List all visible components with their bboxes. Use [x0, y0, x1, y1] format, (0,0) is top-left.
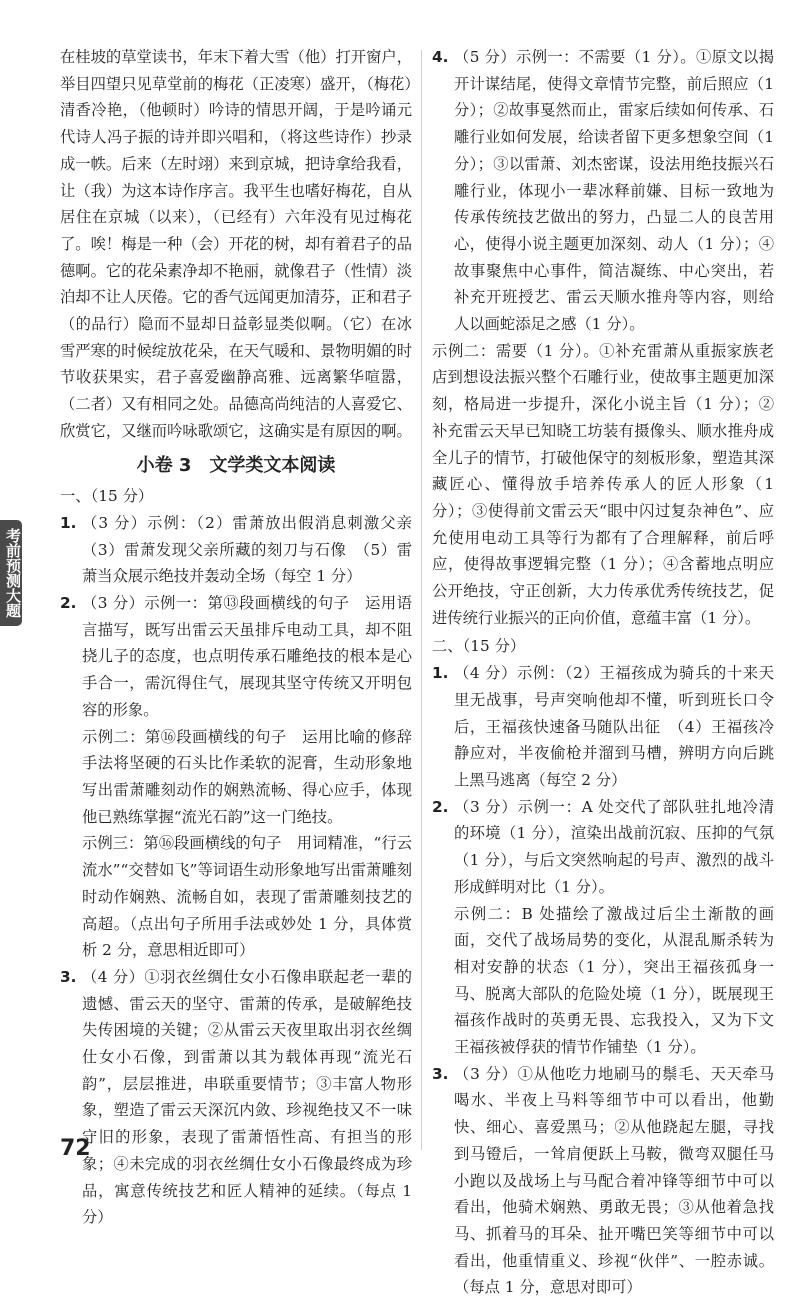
column-divider — [421, 50, 422, 1150]
left-column — [60, 44, 428, 1231]
item-text: （3 分）示例一：A 处交代了部队驻扎地冷清的环境（1 分），渲染出战前沉寂、压抑的气氛（1 分），与后文突然响起的号声、激烈的战斗形成鲜明对比（1 分）。 — [454, 797, 774, 896]
page-number: 72 — [60, 1136, 91, 1161]
part-one-heading: 一、（15 分） — [60, 487, 154, 506]
item-text: （3 分）示例一：第⑬段画横线的句子 运用语言描写，既写出雷云天虽排斥电动工具，却不阻挠儿子的态度，也点明传承石雕绝技的根本是心手合一，需沉得住气，展现其坚守传统又开明包容的形象。 — [82, 594, 412, 719]
item-number: 2. — [60, 594, 77, 613]
item-number: 3. — [60, 967, 77, 986]
item-number: 3. — [432, 1064, 449, 1083]
side-tab-label: 考前预测大题 — [0, 520, 22, 626]
translation-paragraph: 在桂坡的草堂读书，年末下着大雪（他）打开窗户，举目四望只见草堂前的梅花（正凌寒）盛开，（梅花）清香冷艳，（他顿时）吟诗的情思开阔，于是吟诵元代诗人冯子振的诗并即兴唱和，（将这些诗作）抄录成一帙。后来（左时翊）来到京城，把诗拿给我看，让（我）为这本诗作序言。我平生也嗜好梅花，自从居住在京城（以来），（已经有）六年没有见过梅花了。唉！梅是一种（会）开花的树，却有着君子的品德啊。它的花朵素净却不艳丽，就像君子（性情）淡泊却不让人厌倦。它的香气远闻更加清芬，正和君子（的品行）隐而不显却日益彰显类似啊。（它）在冰雪严寒的时候绽放花朵，在天气暖和、景物明媚的时节收获果实，君子喜爱幽静高雅、远离繁华喧嚣，（二者）又有相同之处。品德高尚纯洁的人喜爱它、欣赏它，又继而吟咏歌颂它，这确实是有原因的啊。 — [60, 48, 412, 440]
answer-item-2 — [60, 590, 412, 724]
item-number: 4. — [432, 48, 449, 66]
item-text: （5 分）示例一：不需要（1 分）。①原文以揭开计谋结尾，使得文章情节完整，前后照应（1 分）；②故事戛然而止，雷家后续如何传承、石雕行业如何发展，给读者留下更多想象空间（1 分）；③以雷萧、刘杰密谋，设法用绝技振兴石雕行业，体现小一辈冰释前嫌、目标一致地为传承传统技艺做出的努力，凸显二人的良苦用心，使得小说主题更加深刻、动人（1 分）；④故事聚焦中心事件，简洁凝练、中心突出，若补充开班授艺、雷云天顺水推舟等内容，则给人以画蛇添足之感（1 分）。 — [454, 48, 774, 334]
answer-item-2-example-2: 示例二：第⑯段画横线的句子 运用比喻的修辞手法将坚硬的石头比作柔软的泥膏，生动形象地写出雷萧雕刻动作的娴熟流畅、得心应手，体现他已熟练掌握“流光石韵”这一门绝技。 — [82, 727, 412, 826]
item-number: 1. — [432, 664, 449, 683]
item-text: （4 分）①羽衣丝绸仕女小石像串联起老一辈的遗憾、雷云天的坚守、雷萧的传承，是破解绝技失传困境的关键；②从雷云天夜里取出羽衣丝绸仕女小石像，到雷萧以其为载体再现“流光石韵”，层层推进，串联重要情节；③丰富人物形象，塑造了雷云天深沉内敛、珍视绝技又不一味守旧的形象，表现了雷萧悟性高、有担当的形象；④未完成的羽衣丝绸仕女小石像最终成为珍品，寓意传统技艺和匠人精神的延续。（每点 1 分） — [82, 967, 412, 1227]
right-column — [432, 44, 774, 1301]
answer-item-4-example-2: 示例二：需要（1 分）。①补充雷萧从重振家族老店到想设法振兴整个石雕行业，使故事主题更加深刻，格局进一步提升，深化小说主旨（1 分）；②补充雷云天早已知晓工坊装有摄像头、顺水推舟成全儿子的情节，打破他保守的刻板形象，塑造其深藏匠心、懂得放手培养传承人的匠人形象（1 分）；③使得前文雷云天“眼中闪过复杂神色”、应允使用电动工具等行为都有了合理解释，前后呼应，使得故事逻辑完整（1 分）；④含蓄地点明应公开绝技，守正创新，大力传承优秀传统技艺，促进传统行业振兴的正向价值，意蕴丰富（1 分）。 — [432, 341, 774, 627]
item-text: （3 分）示例：（2）雷萧放出假消息刺激父亲 （3）雷萧发现父亲所藏的刻刀与石像 （5）雷萧当众展示绝技并轰动全场（每空 1 分） — [82, 513, 428, 586]
item-text: （4 分）示例：（2）王福孩成为骑兵的十来天里无战事，号声突响他却不懂，听到班长口令后，王福孩快速备马随队出征 （4）王福孩冷静应对，半夜偷枪并溜到马槽，辨明方向后跳上黑马逃离（每空 2 分） — [454, 664, 774, 789]
answer-item-4 — [432, 44, 774, 338]
answer-item-1 — [60, 510, 428, 590]
answer-item-2-part-two — [432, 794, 774, 901]
answer-item-1-part-two — [432, 660, 774, 794]
answer-item-3 — [60, 964, 412, 1231]
item-number: 2. — [432, 797, 449, 816]
item-text: （3 分）①从他吃力地刷马的鬃毛、天天牵马喝水、半夜上马料等细节中可以看出，他勤快、细心、喜爱黑马；②从他跷起左腿，寻找到马镫后，一耸肩便跃上马鞍，微弯双腿任马小跑以及战场上与马配合着冲锋等细节中可以看出，他骑术娴熟、勇敢无畏；③从他着急找马、抓着马的耳朵、扯开嘴巴笑等细节中可以看出，他重情重义、珍视“伙伴”、一腔赤诚。（每点 1 分，意思对即可） — [454, 1064, 774, 1297]
answer-item-2-example-3: 示例三：第⑯段画横线的句子 用词精准，“行云流水”“交替如飞”等词语生动形象地写出雷萧雕刻时动作娴熟、流畅自如，表现了雷萧雕刻技艺的高超。（点出句子所用手法或妙处 1 分，具体赏析 2 分，意思相近即可） — [82, 834, 412, 960]
answer-item-3-part-two — [432, 1061, 774, 1301]
answer-item-2-part-two-example-2: 示例二：B 处描绘了激战过后尘土渐散的画面，交代了战场局势的变化，从混乱厮杀转为相对安静的状态（1 分），突出王福孩孤身一马、脱离大部队的危险处境（1 分），既展现王福孩作战时的英勇无畏、忘我投入，又为下文王福孩被俘获的情节作铺垫（1 分）。 — [454, 904, 774, 1057]
section-title: 小卷 3 文学类文本阅读 — [136, 454, 336, 476]
item-number: 1. — [60, 513, 77, 532]
part-two-heading: 二、（15 分） — [432, 637, 526, 656]
